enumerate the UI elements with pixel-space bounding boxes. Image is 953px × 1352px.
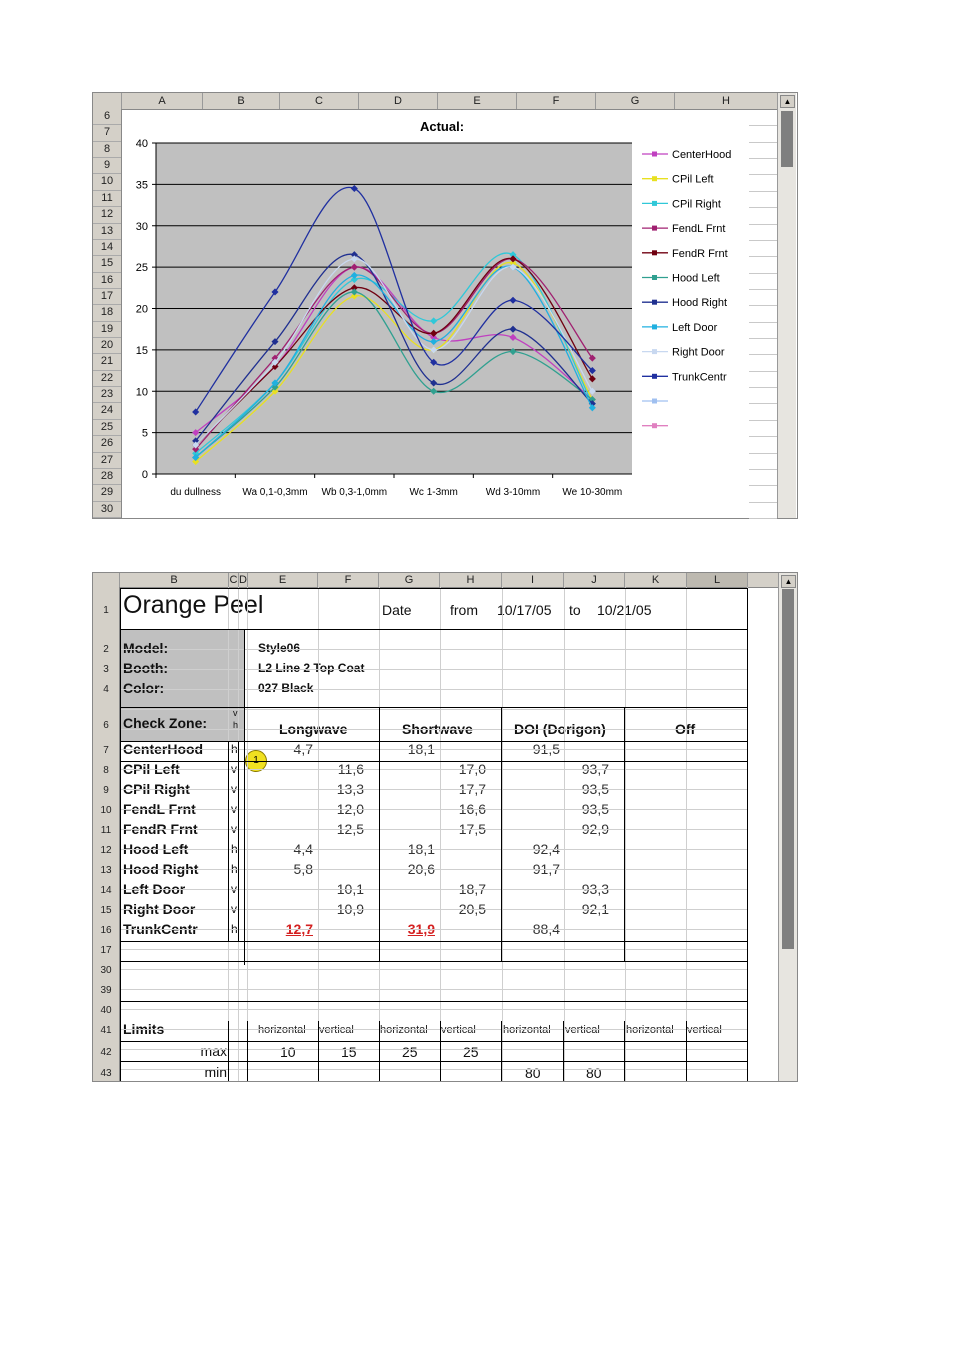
legend-label: CPil Left [672,173,714,186]
border-line [501,1021,502,1081]
border-line [120,588,748,589]
doi-v[interactable]: 93,7 [581,761,609,777]
lw-v[interactable]: 12,5 [336,821,364,837]
col-header-i[interactable]: I [502,573,564,587]
limit-col-label[interactable]: horizontal [503,1024,551,1036]
legend-marker [652,399,657,404]
grid-line [120,709,748,710]
max-value[interactable]: 25 [463,1044,479,1060]
y-tick-label: 0 [141,469,148,481]
row-header-13[interactable]: 13 [93,224,121,240]
grid-line [625,587,626,1081]
col-header-j[interactable]: J [564,573,625,587]
grid-line [749,518,777,519]
header-off[interactable]: Off [675,721,696,737]
legend-marker [652,176,657,181]
row-header-21[interactable]: 21 [93,354,121,370]
limit-col-label[interactable]: vertical [319,1024,354,1036]
lw-h[interactable]: 4,4 [293,841,313,857]
row-headers [93,109,122,518]
lw-v[interactable]: 12,0 [336,801,364,817]
row-header-30[interactable]: 30 [93,502,121,518]
x-tick-label: Wc 1-3mm [409,487,458,498]
border-line [228,1021,229,1081]
sw-v[interactable]: 18,7 [458,881,486,897]
sw-h[interactable]: 31,9 [407,921,435,937]
legend-marker [652,152,657,157]
border-line [120,629,748,630]
row-header-16[interactable]: 16 [93,273,121,289]
legend-label: Right Door [672,346,725,359]
row-header-22[interactable]: 22 [93,371,121,387]
lw-v[interactable]: 10,9 [336,901,364,917]
grid-line [120,749,748,750]
table-row [93,781,779,801]
row-header-15[interactable]: 15 [100,905,112,916]
sw-h[interactable]: 20,6 [407,861,435,877]
vertical-scrollbar[interactable] [778,573,797,1081]
table-row [93,841,779,861]
table-row [93,761,779,781]
lw-v[interactable]: 10,1 [336,881,364,897]
border-line [120,707,244,708]
min-label[interactable]: min [204,1064,227,1080]
row-header-19[interactable]: 19 [93,322,121,338]
sw-v[interactable]: 17,5 [458,821,486,837]
x-tick-label: Wa 0,1-0,3mm [242,487,308,498]
header-shortwave[interactable]: Shortwave [402,721,473,737]
row-header-25[interactable]: 25 [93,420,121,436]
row-header-7[interactable]: 7 [103,745,109,756]
border-line [244,629,245,965]
grid-line [120,929,748,930]
zone-name[interactable]: FendL Frnt [123,801,196,817]
grid-line [749,371,777,372]
row-header-11[interactable]: 11 [100,825,112,836]
zone-name[interactable]: CenterHood [123,741,204,757]
corner-cell[interactable] [93,93,122,109]
limit-col-label[interactable]: vertical [441,1024,476,1036]
row-header-12[interactable]: 12 [100,845,112,856]
to-date[interactable]: 10/21/05 [597,602,652,618]
doi-h[interactable]: 92,4 [532,841,560,857]
min-value[interactable]: 80 [525,1065,541,1081]
legend-marker [652,349,657,354]
doi-h[interactable]: 88,4 [532,921,560,937]
col-header-h[interactable]: H [440,573,502,587]
limit-col-label[interactable]: horizontal [258,1024,306,1036]
column-headers [93,93,778,110]
grid-line [749,502,777,503]
col-header-g[interactable]: G [379,573,440,587]
row-header-9[interactable]: 9 [103,785,109,796]
row-header-2[interactable]: 2 [103,644,109,655]
row-header-9[interactable]: 9 [93,158,121,174]
grid-line [749,240,777,241]
border-line [120,1001,748,1002]
row-header-43[interactable]: 43 [100,1068,112,1079]
scrollbar-thumb[interactable] [781,111,793,167]
col-header-e[interactable]: E [248,573,318,587]
legend-label: CenterHood [672,149,732,161]
col-header-c[interactable]: C [229,574,238,586]
sw-h[interactable]: 18,1 [407,841,435,857]
table-row [93,921,779,941]
model-label[interactable]: Model: [123,640,169,656]
row-header-24[interactable]: 24 [93,403,121,419]
border-line [686,1021,687,1081]
border-line [247,1021,248,1081]
row-header-13[interactable]: 13 [100,865,112,876]
x-tick-label: We 10-30mm [562,487,623,498]
row-header-4[interactable]: 4 [103,684,109,695]
grid-line [120,1069,748,1070]
border-line [228,741,229,941]
color-label[interactable]: Color: [123,680,165,696]
table-row [93,901,779,921]
zone-name[interactable]: CPil Left [123,761,180,777]
row-header-17[interactable]: 17 [93,289,121,305]
row-header-40[interactable]: 40 [100,1005,112,1016]
row-header-23[interactable]: 23 [93,387,121,403]
row-header-14[interactable]: 14 [100,885,112,896]
grid-line [120,989,748,990]
row-header-7[interactable]: 7 [93,125,121,141]
border-line [120,941,748,942]
max-value[interactable]: 15 [341,1044,357,1060]
grid-line [749,174,777,175]
y-tick-label: 5 [141,427,148,440]
border-line [379,1021,380,1081]
border-line [563,1021,564,1081]
lw-v[interactable]: 13,3 [336,781,364,797]
row-header-14[interactable]: 14 [93,240,121,256]
x-tick-label: Wd 3-10mm [485,487,541,498]
limit-col-label[interactable]: horizontal [380,1024,428,1036]
row-header-8[interactable]: 8 [103,765,109,776]
vh-header-h: h [233,720,239,730]
legend-label: FendR Frnt [672,247,728,260]
grid-line [120,1029,748,1030]
row-header-10[interactable]: 10 [100,805,112,816]
row-header-27[interactable]: 27 [93,453,121,469]
grid-line [120,969,748,970]
row-header-11[interactable]: 11 [93,191,121,207]
corner-cell[interactable] [93,573,120,587]
grid-line [120,669,748,670]
border-line [120,588,121,1081]
col-header-e[interactable]: E [438,93,517,109]
grid-line [120,729,748,730]
grid-line [749,485,777,486]
vh-flag[interactable]: h [231,842,238,856]
color-value[interactable]: 027 Black [258,681,314,695]
y-tick-label: 10 [135,386,148,399]
border-line [120,741,748,742]
border-line [120,961,748,962]
sw-v[interactable]: 20,5 [458,901,486,917]
scroll-up-arrow-icon[interactable]: ▲ [780,95,795,108]
lw-h[interactable]: 5,8 [293,861,313,877]
check-zone-label[interactable]: Check Zone: [123,715,208,731]
zone-name[interactable]: FendR Frnt [123,821,198,837]
grid-line [247,587,248,1081]
col-header-l[interactable]: L [687,573,748,587]
legend-marker [652,250,657,255]
vertical-scrollbar[interactable] [777,93,796,518]
vh-flag[interactable]: v [231,762,237,776]
grid-line [749,207,777,208]
grid-line [686,587,687,1081]
border-line [120,1061,748,1062]
border-line [379,707,380,961]
row-header-6[interactable]: 6 [93,109,121,125]
row-header-28[interactable]: 28 [93,469,121,485]
grid-line [749,453,777,454]
doi-v[interactable]: 93,5 [581,781,609,797]
model-value[interactable]: Style06 [258,641,301,655]
col-header-b[interactable]: B [203,93,280,109]
limit-col-label[interactable]: vertical [565,1024,600,1036]
scroll-up-arrow-icon[interactable]: ▲ [781,575,796,588]
x-tick-label: Wb 0,3-1,0mm [321,487,388,498]
legend-marker [652,374,657,379]
row-header-1[interactable]: 1 [103,605,109,616]
grid-line [749,256,777,257]
legend-label: Left Door [672,321,718,334]
col-header-d[interactable]: D [239,574,247,586]
grid-line [749,403,777,404]
col-header-k[interactable]: K [625,573,687,587]
doi-h[interactable]: 91,7 [532,861,560,877]
grid-line [749,420,777,421]
max-value[interactable]: 25 [402,1044,418,1060]
border-line [244,707,748,708]
grid-line [502,587,503,1081]
vh-flag[interactable]: h [231,922,238,936]
doi-v[interactable]: 92,1 [581,901,609,917]
header-longwave[interactable]: Longwave [279,721,348,737]
border-line [624,1021,625,1081]
table-row [93,861,779,881]
col-header-f[interactable]: F [318,573,379,587]
col-header-b[interactable]: B [120,573,229,587]
border-line [120,761,748,762]
line-chart[interactable] [122,110,749,505]
sw-v[interactable]: 16,6 [458,801,486,817]
grid-line [120,809,748,810]
legend-marker [652,423,657,428]
grid-line [749,158,777,159]
from-date[interactable]: 10/17/05 [497,602,552,618]
legend-label: TrunkCentr [672,371,727,384]
x-tick-label: du dullness [170,487,221,498]
grid-line [120,949,748,950]
table-row [93,801,779,821]
col-header-a[interactable]: A [122,93,203,109]
col-header-h[interactable]: H [675,93,778,109]
grid-line [120,849,748,850]
vh-flag[interactable]: v [231,782,237,796]
grid-line [749,125,777,126]
max-label[interactable]: max [200,1043,227,1059]
grid-line [120,1009,748,1010]
vh-flag[interactable]: v [231,902,237,916]
booth-value[interactable]: L2 Line 2 Top Coat [258,661,365,675]
chart-sheet [92,92,798,519]
col-header-d[interactable]: D [359,93,438,109]
legend-marker [652,324,657,329]
vh-flag[interactable]: h [231,862,238,876]
row-header-10[interactable]: 10 [93,174,121,190]
zone-name[interactable]: Right Door [123,901,196,917]
sw-v[interactable]: 17,0 [458,761,486,777]
y-tick-label: 25 [135,262,148,275]
table-row [93,881,779,901]
row-header-3[interactable]: 3 [103,664,109,675]
limit-col-label[interactable]: vertical [687,1024,722,1036]
lw-v[interactable]: 11,6 [337,761,364,777]
header-doi[interactable]: DOI (Dorigon) [514,721,606,737]
grid-line [120,689,748,690]
grid-line [749,191,777,192]
y-tick-label: 35 [135,179,148,192]
row-header-15[interactable]: 15 [93,256,121,272]
grid-line [318,587,319,1081]
grid-line [749,469,777,470]
row-header-16[interactable]: 16 [100,925,112,936]
y-tick-label: 20 [135,303,148,316]
vh-flag[interactable]: v [231,882,237,896]
lw-h[interactable]: 12,7 [285,921,313,937]
sw-v[interactable]: 17,7 [458,781,486,797]
date-label[interactable]: Date [382,602,412,618]
grid-line [749,273,777,274]
row-header-6[interactable]: 6 [103,720,109,731]
zone-name[interactable]: TrunkCentr [123,921,198,937]
row-header-17[interactable]: 17 [100,945,112,956]
sw-h[interactable]: 18,1 [407,741,435,757]
row-header-30[interactable]: 30 [100,965,112,976]
border-line [318,1021,319,1081]
grid-line [749,338,777,339]
column-headers [93,573,779,588]
row-header-8[interactable]: 8 [93,142,121,158]
col-header-f[interactable]: F [517,93,596,109]
row-header-42[interactable]: 42 [100,1047,112,1058]
vh-flag[interactable]: h [231,742,238,756]
legend-marker [652,275,657,280]
grid-line [120,829,748,830]
vh-header-v: v [233,708,238,718]
legend-marker [652,226,657,231]
row-header-26[interactable]: 26 [93,436,121,452]
data-sheet [92,572,798,1082]
to-label[interactable]: to [569,602,581,618]
y-tick-label: 30 [135,220,148,233]
grid-line [749,354,777,355]
grid-line [120,1049,748,1050]
booth-label[interactable]: Booth: [123,660,169,676]
scrollbar-thumb[interactable] [782,589,794,949]
grid-line [120,909,748,910]
vh-flag[interactable]: v [231,802,237,816]
border-line [120,1041,748,1042]
zone-name[interactable]: Hood Right [123,861,199,877]
grid-line [749,289,777,290]
grid-line [120,649,748,650]
limits-label[interactable]: Limits [123,1021,165,1037]
grid-line [749,322,777,323]
doi-v[interactable]: 92,9 [581,821,609,837]
row-header-20[interactable]: 20 [93,338,121,354]
annotation-marker[interactable]: 1 [245,750,267,772]
legend-label: Hood Right [672,297,728,310]
border-line [238,741,239,941]
y-tick-label: 15 [135,344,148,357]
lw-h[interactable]: 4,7 [293,741,313,757]
doi-v[interactable]: 93,3 [581,881,609,897]
vh-flag[interactable]: v [231,822,237,836]
row-header-12[interactable]: 12 [93,207,121,223]
grid-line [120,889,748,890]
chart-title: Actual: [419,119,465,134]
row-header-29[interactable]: 29 [93,485,121,501]
grid-line [749,224,777,225]
col-header-g[interactable]: G [596,93,675,109]
zone-name[interactable]: Left Door [123,881,186,897]
max-value[interactable]: 10 [280,1044,296,1060]
table-row [93,741,779,761]
col-header-c[interactable]: C [280,93,359,109]
grid-line [120,789,748,790]
grid-line [749,387,777,388]
legend-marker [652,201,657,206]
doi-v[interactable]: 93,5 [581,801,609,817]
row-header-39[interactable]: 39 [100,985,112,996]
sheet-title[interactable]: Orange Peel [123,591,264,619]
grid-line [749,436,777,437]
legend-label: Hood Left [672,272,720,285]
legend-label: FendL Frnt [672,223,726,236]
zone-name[interactable]: CPil Right [123,781,190,797]
border-line [501,707,502,961]
from-label[interactable]: from [450,602,478,618]
grid-line [749,305,777,306]
zone-name[interactable]: Hood Left [123,841,189,857]
grid-line [440,587,441,1081]
grid-line [564,587,565,1081]
legend-marker [652,300,657,305]
legend-label: CPil Right [672,198,721,211]
row-header-41[interactable]: 41 [100,1025,112,1036]
grid-line [120,769,748,770]
grid-line [749,142,777,143]
row-header-18[interactable]: 18 [93,305,121,321]
border-line [440,1021,441,1081]
doi-h[interactable]: 91,5 [532,741,560,757]
y-tick-label: 40 [135,138,148,150]
border-line [747,588,748,1081]
limit-col-label[interactable]: horizontal [626,1024,674,1036]
table-row [93,821,779,841]
min-value[interactable]: 80 [586,1065,602,1081]
border-line [624,707,625,961]
grid-line [120,869,748,870]
